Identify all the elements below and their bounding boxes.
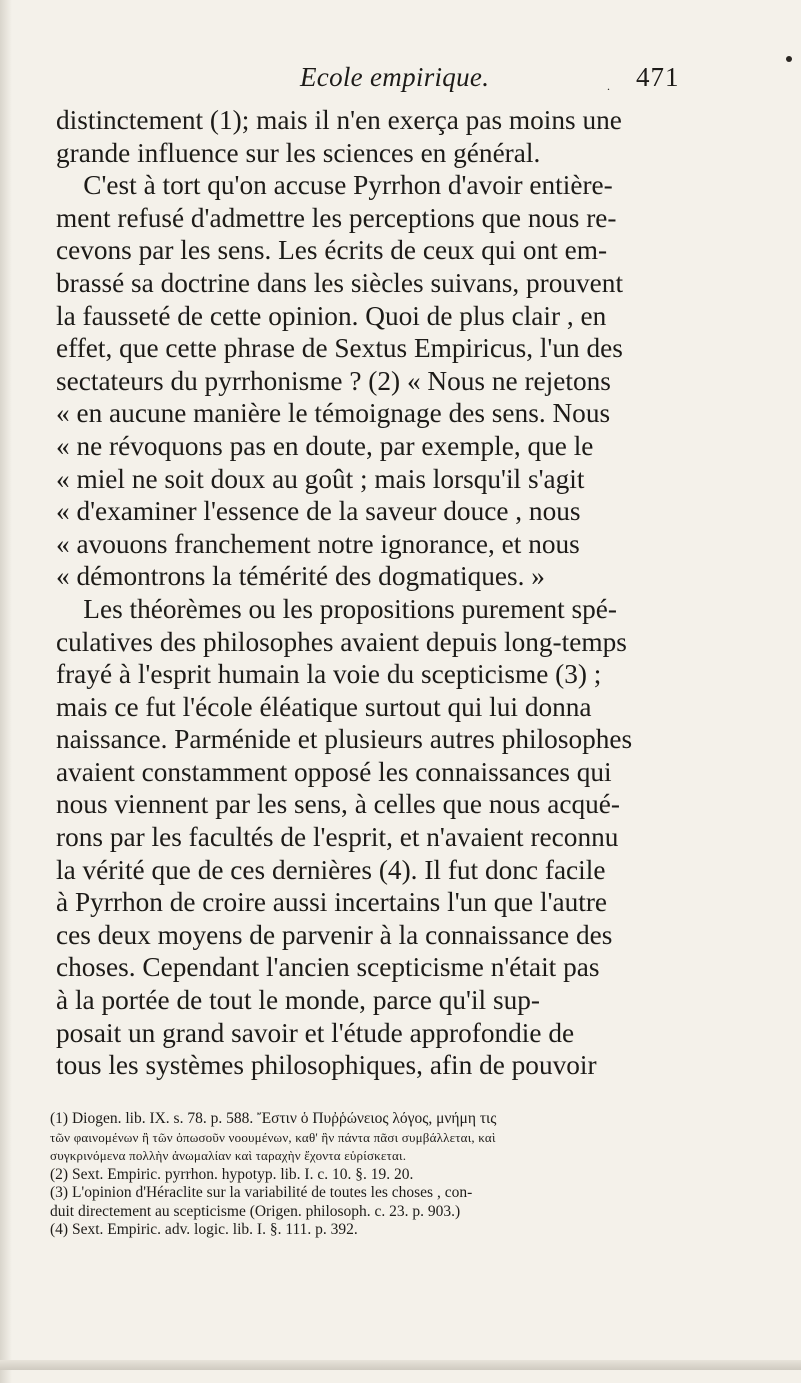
text-line: la fausseté de cette opinion. Quoi de plus clair , en [56, 300, 607, 331]
text-line: Les théorèmes ou les propositions purement spé- [56, 593, 617, 624]
text-line: tous les systèmes philosophiques, afin de pouvoir [56, 1050, 597, 1081]
text-line: culatives des philosophes avaient depuis long-temps [56, 626, 627, 657]
text-line: rons par les facultés de l'esprit, et n'avaient reconnu [56, 822, 619, 853]
text-line: la vérité que de ces dernières (4). Il fut donc facile [56, 854, 606, 885]
text-line: grande influence sur les sciences en général. [56, 137, 541, 168]
running-title: Ecole empirique. [300, 62, 490, 92]
text-line: distinctement (1); mais il n'en exerça pas moins une [56, 105, 622, 135]
text-line: C'est à tort qu'on accuse Pyrrhon d'avoir entière- [56, 170, 613, 201]
text-line: « en aucune manière le témoignage des sens. Nous [56, 398, 611, 429]
text-line: choses. Cependant l'ancien scepticisme n'était pas [56, 952, 600, 983]
footnote-line: duit directement au scepticisme (Origen. philosoph. c. 23. p. 903.) [50, 1202, 461, 1220]
text-line: effet, que cette phrase de Sextus Empiricus, l'un des [56, 333, 623, 364]
footnotes [50, 1110, 785, 1240]
text-line: naissance. Parménide et plusieurs autres philosophes [56, 724, 633, 755]
text-line: avaient constamment opposé les connaissances qui [56, 756, 612, 787]
text-line: sectateurs du pyrrhonisme ? (2) « Nous ne rejetons [56, 365, 611, 396]
main-text [56, 104, 784, 1082]
text-line: brassé sa doctrine dans les siècles suivans, prouvent [56, 267, 624, 298]
text-line: posait un grand savoir et l'étude approfondie de [56, 1017, 575, 1048]
text-line: « avouons franchement notre ignorance, et nous [56, 528, 580, 559]
text-line: cevons par les sens. Les écrits de ceux qui ont em- [56, 235, 608, 266]
text-line: ces deux moyens de parvenir à la connaissance des [56, 919, 613, 950]
footnote-line: (1) Diogen. lib. IX. s. 78. p. 588. Ἔστιν ὁ Πυῤῥώνειος λόγος, μνήμη τις [50, 1110, 497, 1127]
page-bottom-edge [0, 1360, 801, 1370]
footnote-line: συγκρινόμενα πολλὴν ἀνωμαλίαν καὶ ταραχὴν ἔχοντα εὑρίσκεται. [50, 1148, 407, 1163]
text-line: frayé à l'esprit humain la voie du scepticisme (3) ; [56, 659, 602, 690]
text-line: à Pyrrhon de croire aussi incertains l'un que l'autre [56, 887, 608, 918]
footnote-line: (2) Sext. Empiric. pyrrhon. hypotyp. lib. I. c. 10. §. 19. 20. [50, 1165, 414, 1183]
running-header [0, 62, 801, 102]
text-line: nous viennent par les sens, à celles que nous acqué- [56, 789, 620, 820]
text-line: « d'examiner l'essence de la saveur douce , nous [56, 496, 581, 527]
text-line: mais ce fut l'école éléatique surtout qui lui donna [56, 691, 592, 722]
footnote-line: (3) L'opinion d'Héraclite sur la variabilité de toutes les choses , con- [50, 1184, 473, 1201]
page-edge [0, 0, 12, 1383]
header-separator: . [607, 79, 610, 93]
text-line: « miel ne soit doux au goût ; mais lorsqu'il s'agit [56, 463, 585, 494]
footnote-line: (4) Sext. Empiric. adv. logic. lib. I. §. 111. p. 392. [50, 1221, 358, 1238]
page-number: 471 [636, 62, 680, 92]
text-line: à la portée de tout le monde, parce qu'il sup- [56, 985, 540, 1016]
text-line: « ne révoquons pas en doute, par exemple, que le [56, 430, 594, 461]
text-line: ment refusé d'admettre les perceptions que nous re- [56, 202, 617, 233]
text-line: « démontrons la témérité des dogmatiques. » [56, 561, 545, 592]
footnote-line: τῶν φαινομένων ἢ τῶν ὁπωσοῦν νοουμένων, καθ' ἣν πάντα πᾶσι συμβάλλεται, καὶ [50, 1129, 496, 1145]
